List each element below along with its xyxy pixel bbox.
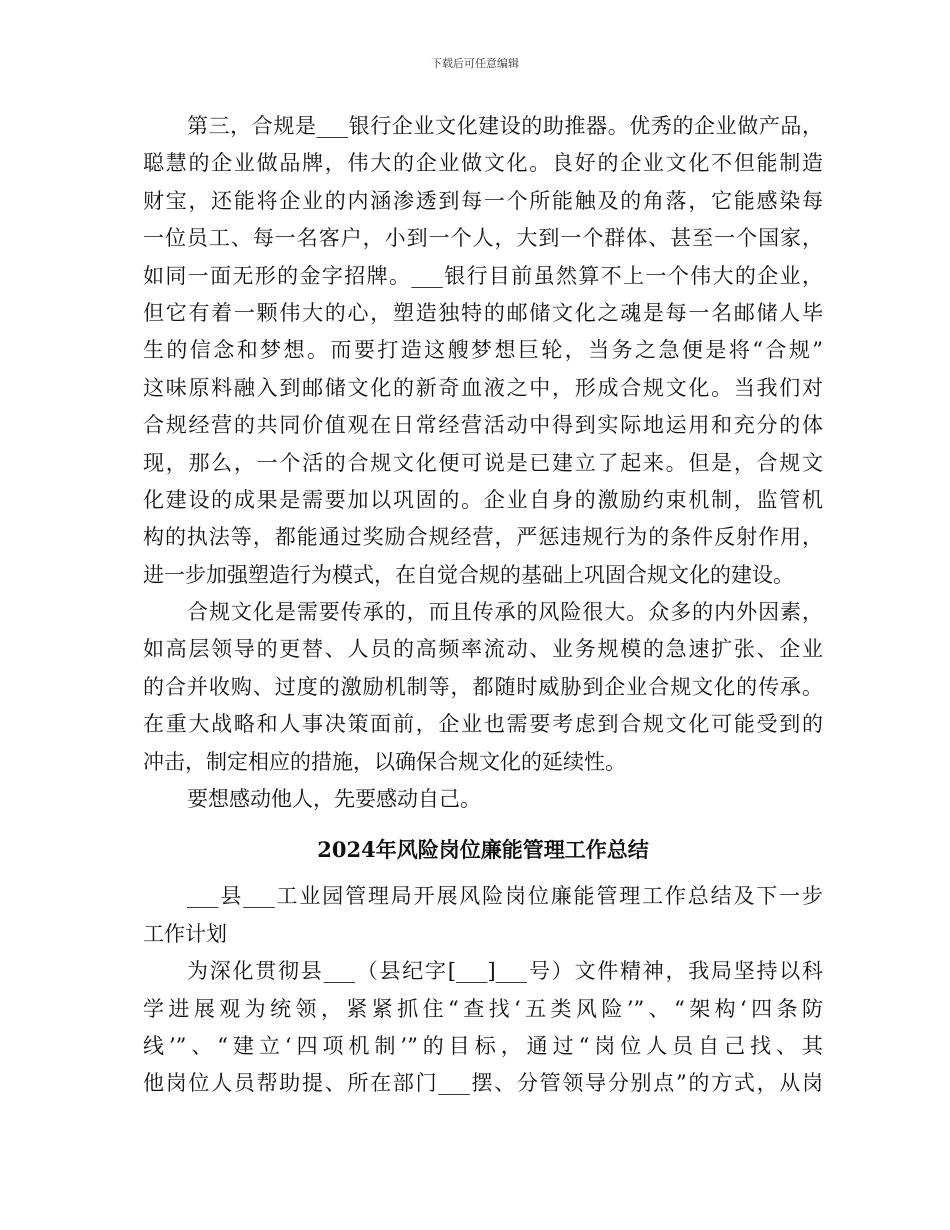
text-line: 合规文化是需要传承的，而且传承的风险很大。众多的内外因素， [187,600,823,625]
text-line: 在重大战略和人事决策面前，企业也需要考虑到合规文化可能受到的 [143,712,823,737]
text-line: 现，那么，一个活的合规文化便可说是已建立了起来。但是，合规文 [143,450,823,475]
text-line: 这味原料融入到邮储文化的新奇血液之中，形成合规文化。当我们对 [143,375,823,400]
text-line: 要想感动他人，先要感动自己。 [187,787,481,812]
text-line: 的合并收购、过度的激励机制等，都随时威胁到企业合规文化的传承。 [143,674,823,699]
text-line: 如同一面无形的金字招牌。___银行目前虽然算不上一个伟大的企业， [143,263,823,288]
text-line: 学进展观为统领，紧紧抓住“查找‘五类风险’”、“架构‘四条防 [143,996,823,1021]
section-title: 2024年风险岗位廉能管理工作总结 [317,837,649,863]
text-line: 线’”、“建立‘四项机制’”的目标，通过“岗位人员自己找、其 [143,1033,823,1058]
text-line: 构的执法等，都能通过奖励合规经营，严惩违规行为的条件反射作用， [143,525,823,550]
text-line: 第三，合规是___银行企业文化建设的助推器。优秀的企业做产品， [187,114,823,138]
text-line: 进一步加强塑造行为模式，在自觉合规的基础上巩固合规文化的建设。 [143,562,794,587]
text-line: 但它有着一颗伟大的心，塑造独特的邮储文化之魂是每一名邮储人毕 [143,300,823,325]
text-line: 合规经营的共同价值观在日常经营活动中得到实际地运用和充分的体 [143,413,823,438]
document-body [143,108,823,1103]
text-line: 化建设的成果是需要加以巩固的。企业自身的激励约束机制，监管机 [143,487,823,512]
text-line: 他岗位人员帮助提、所在部门___摆、分管领导分别点”的方式，从岗 [143,1071,823,1096]
text-line: 为深化贯彻县___（县纪字[___]___号）文件精神，我局坚持以科 [187,959,823,984]
text-line: 冲击，制定相应的措施，以确保合规文化的延续性。 [143,749,626,774]
text-line: 如高层领导的更替、人员的高频率流动、业务规模的急速扩张、企业 [143,637,823,662]
text-line: 一位员工、每一名客户，小到一个人，大到一个群体、甚至一个国家， [143,226,823,251]
text-line: 工作计划 [143,921,227,946]
page-header: 下载后可任意编辑 [431,57,519,70]
text-line: 生的信念和梦想。而要打造这艘梦想巨轮，当务之急便是将“合规” [143,338,823,363]
text-line: 财宝，还能将企业的内涵渗透到每一个所能触及的角落，它能感染每 [143,188,823,213]
text-line: 聪慧的企业做品牌，伟大的企业做文化。良好的企业文化不但能制造 [143,151,823,176]
text-line: ___县___工业园管理局开展风险岗位廉能管理工作总结及下一步 [187,884,823,909]
